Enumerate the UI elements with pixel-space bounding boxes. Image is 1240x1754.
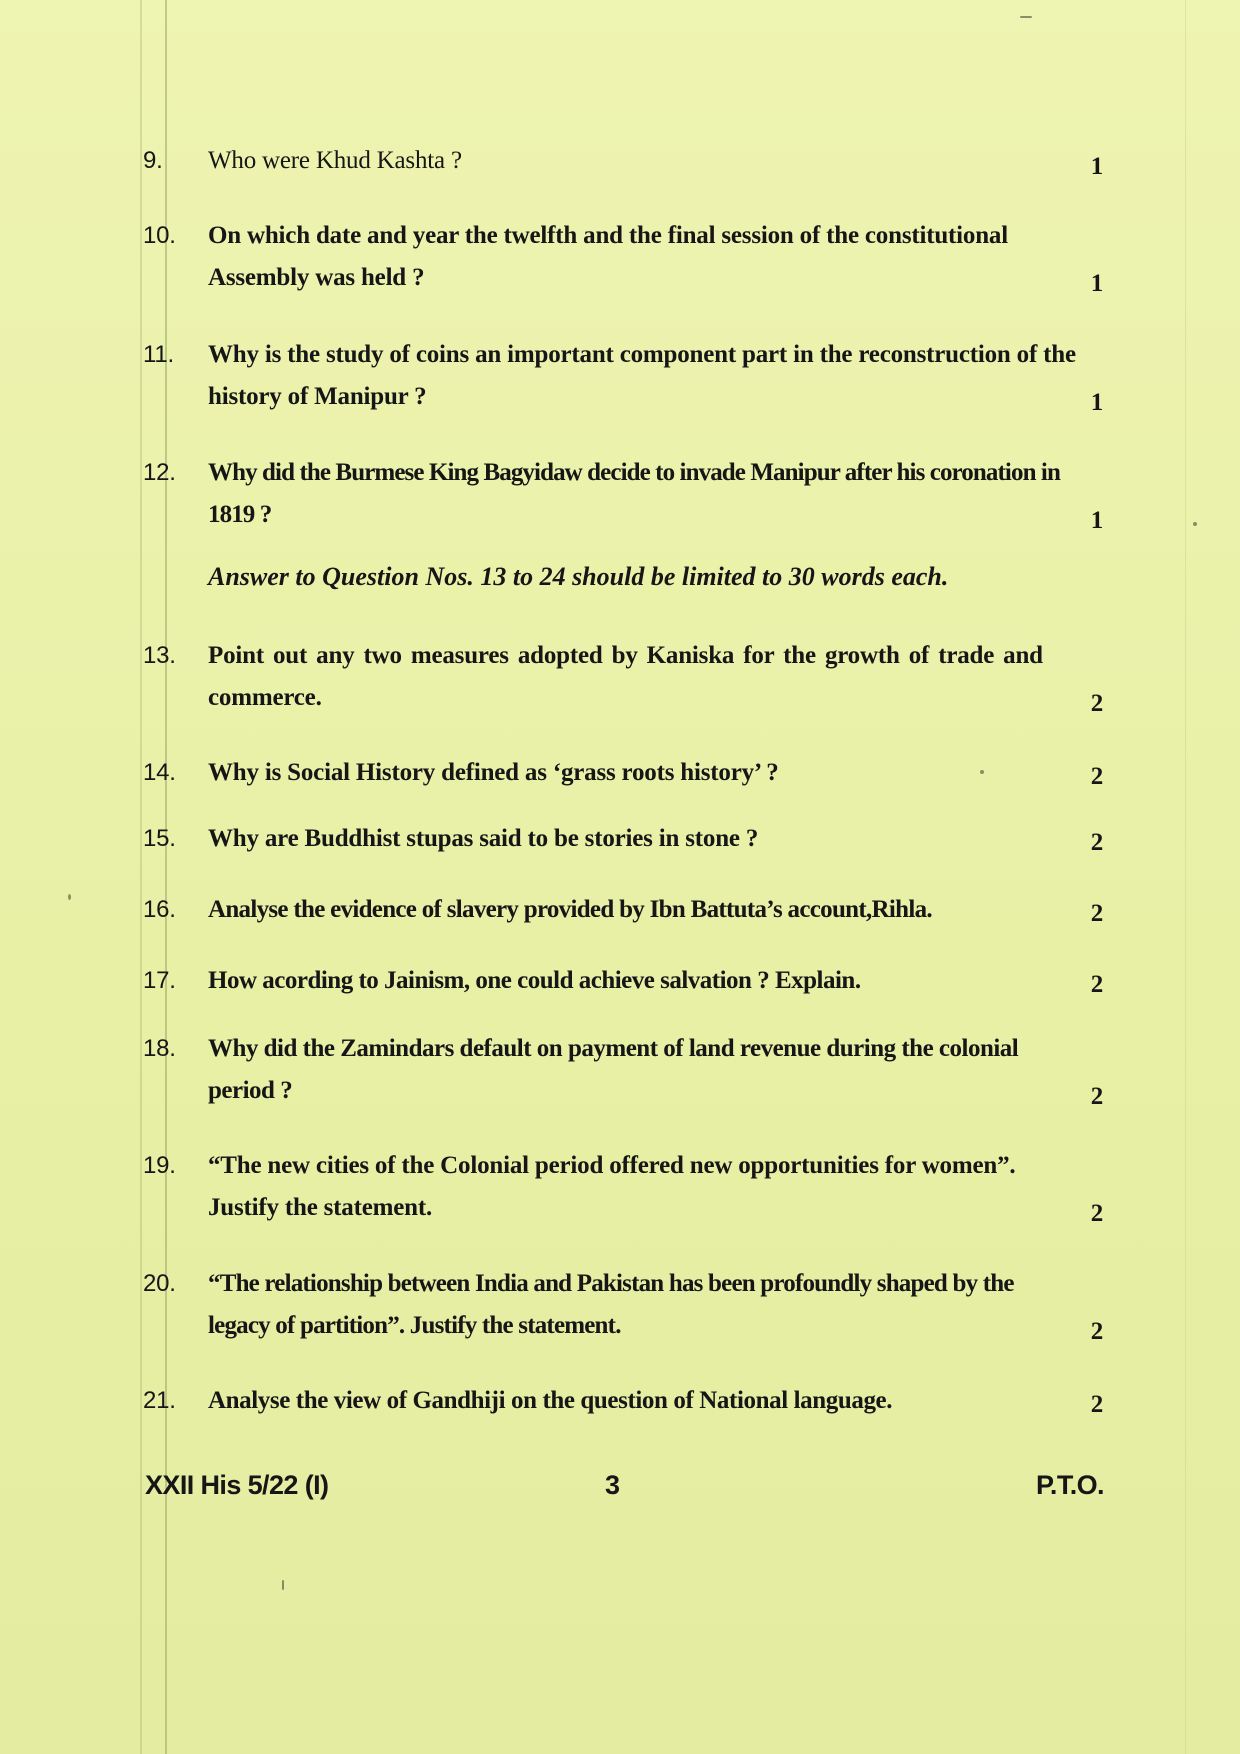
question-18 [143,1028,1103,1112]
question-text: How acording to Jainism, one could achieve salvation ? Explain. [208,967,861,994]
section-instruction: Answer to Question Nos. 13 to 24 should be limited to 30 words each. [208,562,949,591]
question-marks: 2 [1090,829,1103,856]
question-number: 21. [143,1387,176,1414]
question-text: On which date and year the twelfth and the final session of the constitutional Assembly was held ? [208,222,1008,291]
question-text: Analyse the view of Gandhiji on the question of National language. [208,1387,893,1414]
question-number: 10. [143,222,176,249]
question-16 [143,889,1103,931]
scan-speck [1020,16,1032,18]
question-number: 13. [143,642,176,669]
question-marks: 2 [1090,690,1103,717]
question-marks: 1 [1090,389,1103,416]
question-text: Why is Social History defined as ‘grass roots history’ ? [208,759,779,786]
page-number: 3 [605,1470,620,1500]
paper-code: XXII His 5/22 (I) [145,1470,329,1500]
scan-speck [68,894,71,900]
question-marks: 2 [1090,971,1103,998]
fold-line [140,0,142,1754]
question-text: Point out any two measures adopted by Kaniska for the growth of trade and commerce. [208,642,1043,711]
question-text: Why did the Zamindars default on payment of land revenue during the colonial period ? [208,1035,1019,1104]
question-marks: 2 [1090,1083,1103,1110]
question-12 [143,452,1103,536]
question-number: 16. [143,896,176,923]
question-marks: 1 [1090,270,1103,297]
question-14 [143,752,1103,794]
question-marks: 1 [1090,507,1103,534]
question-number: 9. [143,147,163,174]
question-text: Why is the study of coins an important component part in the reconstruction of the history of Manipur ? [208,341,1076,410]
question-21 [143,1380,1103,1422]
question-marks: 2 [1090,1200,1103,1227]
question-text: Why are Buddhist stupas said to be stories in stone ? [208,825,759,852]
scan-speck [1193,522,1197,526]
question-15 [143,818,1103,860]
pto-label: P.T.O. [1036,1470,1104,1500]
question-text: Analyse the evidence of slavery provided by Ibn Battuta’s account,Rihla. [208,896,932,923]
scan-speck [282,1580,284,1590]
question-number: 18. [143,1035,176,1062]
question-marks: 1 [1090,153,1103,180]
question-marks: 2 [1090,1318,1103,1345]
question-marks: 2 [1090,1391,1103,1418]
question-text: “The new cities of the Colonial period offered new opportunities for women”. Justify the statement. [208,1152,1016,1221]
question-13 [143,635,1103,719]
question-number: 11. [143,341,174,368]
question-number: 17. [143,967,176,994]
question-marks: 2 [1090,763,1103,790]
question-marks: 2 [1090,900,1103,927]
question-text: “The relationship between India and Pakistan has been profoundly shaped by the legacy of partition”. Justify the statement. [208,1270,1014,1339]
scan-speck [980,770,984,774]
question-number: 15. [143,825,176,852]
question-number: 12. [143,459,176,486]
question-17 [143,960,1103,1002]
question-number: 14. [143,759,176,786]
question-text: Why did the Burmese King Bagyidaw decide to invade Manipur after his coronation in 1819 ? [208,459,1060,528]
question-20 [143,1263,1103,1347]
question-text: Who were Khud Kashta ? [208,147,462,174]
question-11 [143,334,1103,418]
fold-line [1185,0,1186,1754]
question-number: 20. [143,1270,176,1297]
question-9 [143,140,1103,182]
question-number: 19. [143,1152,176,1179]
question-10 [143,215,1103,299]
question-19 [143,1145,1103,1229]
